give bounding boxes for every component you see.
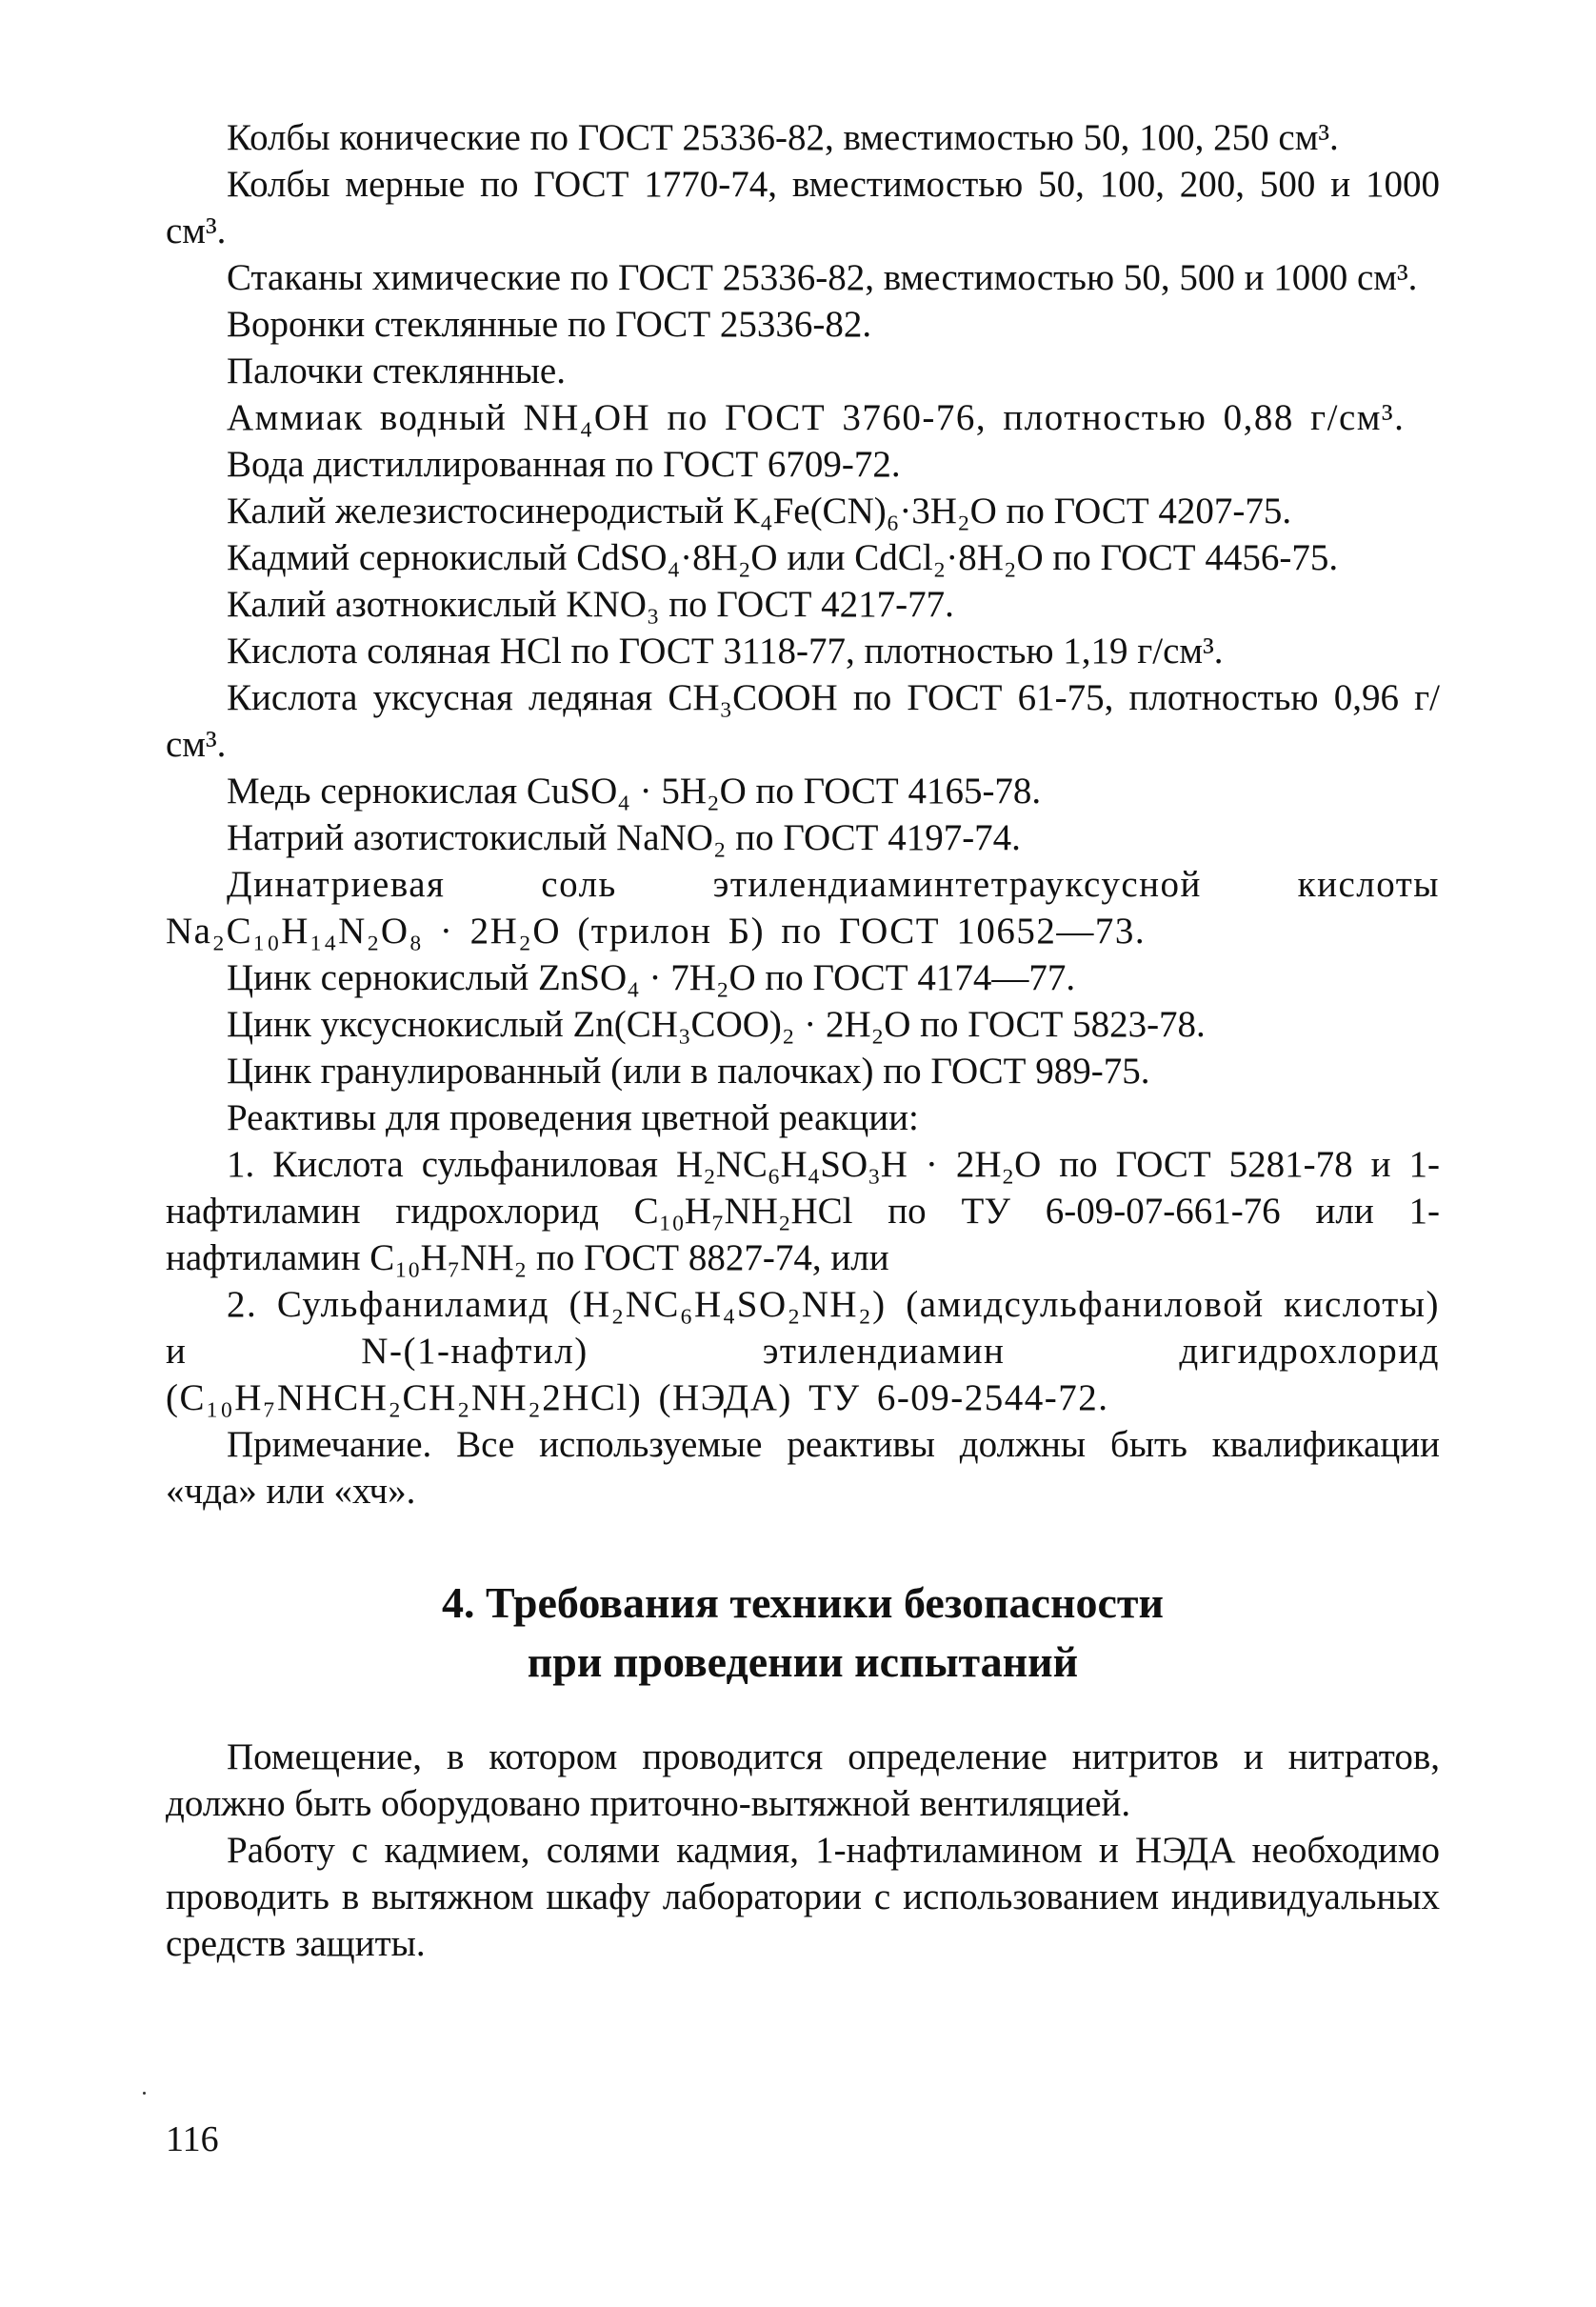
note-paragraph: Примечание. Все используемые реактивы должны быть квалификации «чда» или «хч». [166,1424,1440,1512]
list-item: Вода дистиллированная по ГОСТ 6709-72. [227,444,901,485]
list-item: Натрий азотистокислый NaNO₂ по ГОСТ 4197-74. [227,817,1021,858]
list-item: Калий азотнокислый KNO₃ по ГОСТ 4217-77. [227,584,954,625]
materials-list [166,114,1440,1515]
list-item: Кислота уксусная ледяная CH₃COOH по ГОСТ 61-75, плотностью 0,96 г/см³. [166,677,1440,765]
list-item: Кадмий сернокислый CdSO₄·8H₂O или CdCl₂·8H₂O по ГОСТ 4456-75. [227,537,1339,578]
list-item: Аммиак водный NH₄OH по ГОСТ 3760-76, плотностью 0,88 г/см³. [227,397,1406,438]
list-item: Динатриевая соль этилендиаминтетрауксусной кислоты Na₂C₁₀H₁₄N₂O₈ · 2H₂O (трилон Б) по ГОСТ 10652—73. [166,864,1440,952]
paragraph: Работу с кадмием, солями кадмия, 1-нафтиламином и НЭДА необходимо проводить в вытяжном шкафу лаборатории с использованием индивидуальных средств защиты. [166,1830,1440,1964]
list-item: Палочки стеклянные. [227,351,566,391]
paragraph: Помещение, в котором проводится определение нитритов и нитратов, должно быть оборудовано приточно-вытяжной вентиляцией. [166,1736,1440,1824]
section-heading-line: 4. Требования техники безопасности [442,1578,1164,1627]
list-item: Цинк гранулированный (или в палочках) по ГОСТ 989-75. [227,1051,1150,1092]
section-heading-line: при проведении испытаний [527,1637,1079,1686]
list-item: Колбы мерные по ГОСТ 1770-74, вместимостью 50, 100, 200, 500 и 1000 см³. [166,164,1440,251]
list-item: Цинк сернокислый ZnSO₄ · 7H₂O по ГОСТ 4174—77. [227,957,1076,998]
page-number: 116 [166,2119,219,2159]
list-item: Стаканы химические по ГОСТ 25336-82, вместимостью 50, 500 и 1000 см³. [227,257,1418,298]
list-item: Медь сернокислая CuSO₄ · 5H₂O по ГОСТ 4165-78. [227,771,1042,812]
list-item: Кислота соляная HCl по ГОСТ 3118-77, плотностью 1,19 г/см³. [227,631,1224,672]
list-item: 1. Кислота сульфаниловая H₂NC₆H₄SO₃H · 2H₂O по ГОСТ 5281-78 и 1-нафтиламин гидрохлорид C₁₀H₇NH₂HCl по ТУ 6-09-07-661-76 или 1-нафтиламин C₁₀H₇NH₂ по ГОСТ 8827-74, или [166,1144,1440,1278]
list-item: Воронки стеклянные по ГОСТ 25336-82. [227,304,872,345]
list-item: Калий железистосинеродистый K₄Fe(CN)₆·3H₂O по ГОСТ 4207-75. [227,491,1292,532]
list-item: Реактивы для проведения цветной реакции: [227,1097,919,1138]
list-item: Колбы конические по ГОСТ 25336-82, вместимостью 50, 100, 250 см³. [227,117,1339,158]
list-item: Цинк уксуснокислый Zn(CH₃COO)₂ · 2H₂O по ГОСТ 5823-78. [227,1004,1206,1045]
print-speck [143,2092,146,2095]
document-page [166,114,1440,1967]
list-item: 2. Сульфаниламид (H₂NC₆H₄SO₂NH₂) (амидсульфаниловой кислоты) и N-(1-нафтил) этилендиамин дигидрохлорид (C₁₀H₇NHCH₂CH₂NH₂2HCl) (НЭДА) ТУ 6-09-2544-72. [166,1284,1440,1418]
safety-text [166,1734,1440,1967]
section-heading [166,1574,1440,1692]
